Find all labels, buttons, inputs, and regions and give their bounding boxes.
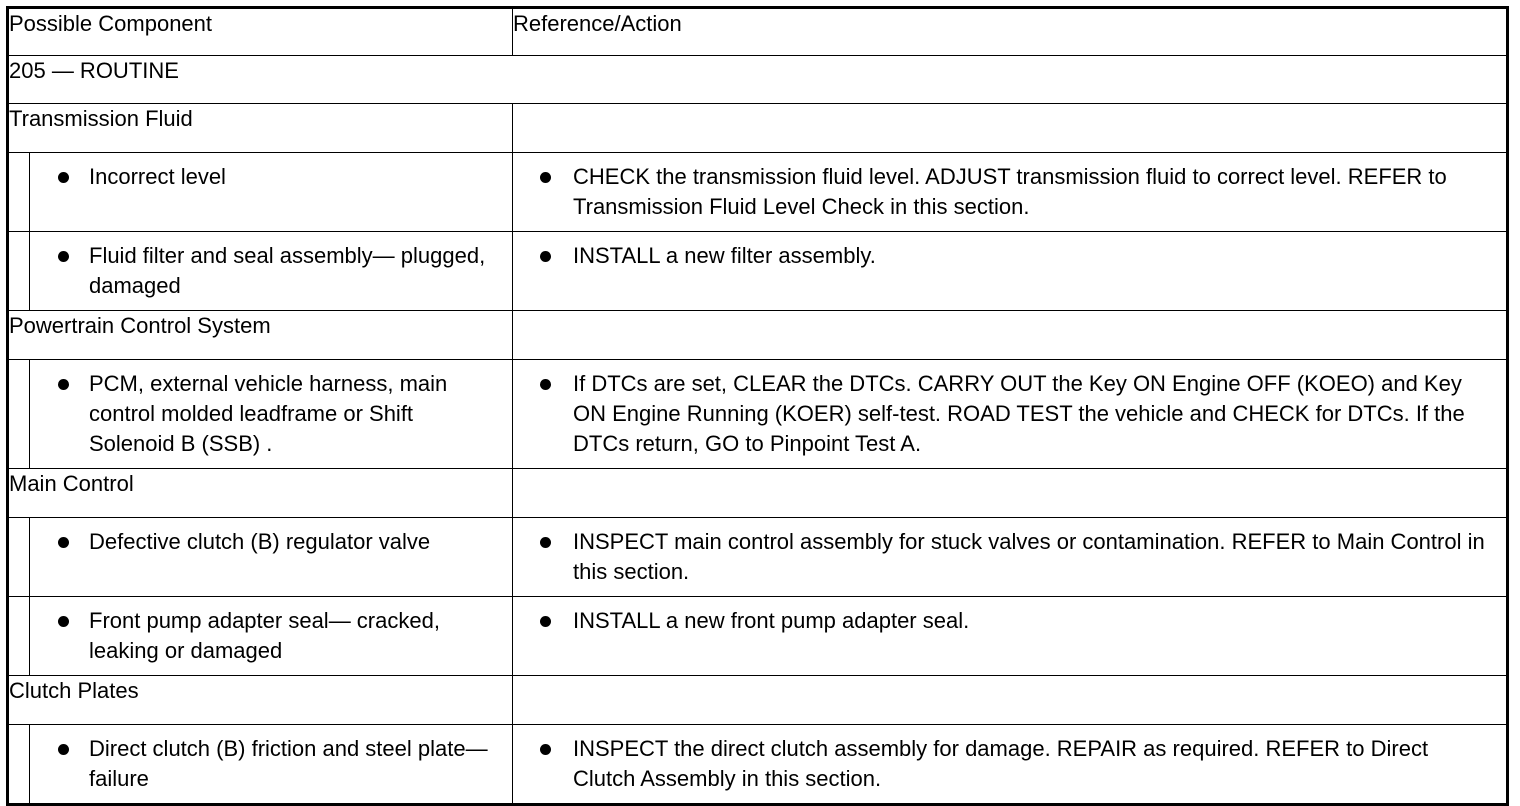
header-row: [8, 8, 1508, 56]
action-cell: [513, 518, 1508, 597]
header-possible-component: Possible Component: [8, 8, 513, 56]
action-cell: [513, 153, 1508, 232]
action-cell: [513, 597, 1508, 676]
indent-rule: [9, 232, 30, 310]
bullet-icon: [540, 616, 551, 627]
bullet-icon: [58, 379, 69, 390]
component-cell: [8, 360, 513, 469]
diagnostic-table: [6, 6, 1509, 806]
table-row: [8, 725, 1508, 805]
group-row-clutch-plates: [8, 676, 1508, 725]
component-text: Direct clutch (B) friction and steel plate— failure: [89, 736, 488, 791]
action-text: INSPECT the direct clutch assembly for damage. REPAIR as required. REFER to Direct Clutch Assembly in this section.: [573, 736, 1429, 791]
action-cell: [513, 232, 1508, 311]
group-empty-cell: [513, 676, 1508, 725]
section-title: 205 — ROUTINE: [8, 56, 1508, 104]
indent-rule: [9, 360, 30, 468]
indent-rule: [9, 153, 30, 231]
bullet-icon: [58, 251, 69, 262]
group-empty-cell: [513, 469, 1508, 518]
component-cell: [8, 153, 513, 232]
bullet-icon: [58, 172, 69, 183]
component-text: Fluid filter and seal assembly— plugged, damaged: [89, 243, 486, 298]
action-cell: [513, 725, 1508, 805]
action-text: CHECK the transmission fluid level. ADJUST transmission fluid to correct level. REFER to Transmission Fluid Level Check in this section.: [573, 164, 1447, 219]
component-text: PCM, external vehicle harness, main control molded leadframe or Shift Solenoid B (SSB) .: [89, 371, 448, 456]
group-empty-cell: [513, 311, 1508, 360]
group-title: Powertrain Control System: [8, 311, 513, 360]
component-cell: [8, 725, 513, 805]
action-text: INSTALL a new front pump adapter seal.: [573, 608, 970, 633]
table-row: [8, 153, 1508, 232]
group-row-transmission-fluid: [8, 104, 1508, 153]
bullet-icon: [540, 744, 551, 755]
bullet-icon: [540, 379, 551, 390]
indent-rule: [9, 518, 30, 596]
component-cell: [8, 518, 513, 597]
section-row: [8, 56, 1508, 104]
group-row-powertrain-control-system: [8, 311, 1508, 360]
component-cell: [8, 597, 513, 676]
bullet-icon: [540, 537, 551, 548]
group-row-main-control: [8, 469, 1508, 518]
group-title: Transmission Fluid: [8, 104, 513, 153]
table-row: [8, 518, 1508, 597]
action-cell: [513, 360, 1508, 469]
indent-rule: [9, 597, 30, 675]
indent-rule: [9, 725, 30, 803]
component-text: Front pump adapter seal— cracked, leaking or damaged: [89, 608, 440, 663]
component-cell: [8, 232, 513, 311]
bullet-icon: [58, 744, 69, 755]
table-row: [8, 597, 1508, 676]
header-reference-action: Reference/Action: [513, 8, 1508, 56]
component-text: Incorrect level: [89, 164, 226, 189]
action-text: INSPECT main control assembly for stuck valves or contamination. REFER to Main Control in this section.: [573, 529, 1485, 584]
table-row: [8, 360, 1508, 469]
group-title: Main Control: [8, 469, 513, 518]
group-title: Clutch Plates: [8, 676, 513, 725]
table-row: [8, 232, 1508, 311]
bullet-icon: [540, 251, 551, 262]
bullet-icon: [540, 172, 551, 183]
group-empty-cell: [513, 104, 1508, 153]
component-text: Defective clutch (B) regulator valve: [89, 529, 431, 554]
action-text: INSTALL a new filter assembly.: [573, 243, 876, 268]
bullet-icon: [58, 616, 69, 627]
action-text: If DTCs are set, CLEAR the DTCs. CARRY OUT the Key ON Engine OFF (KOEO) and Key ON Engine Running (KOER) self-test. ROAD TEST the vehicle and CHECK for DTCs. If the DTCs return, GO to Pinpoint Test A.: [573, 371, 1465, 456]
bullet-icon: [58, 537, 69, 548]
